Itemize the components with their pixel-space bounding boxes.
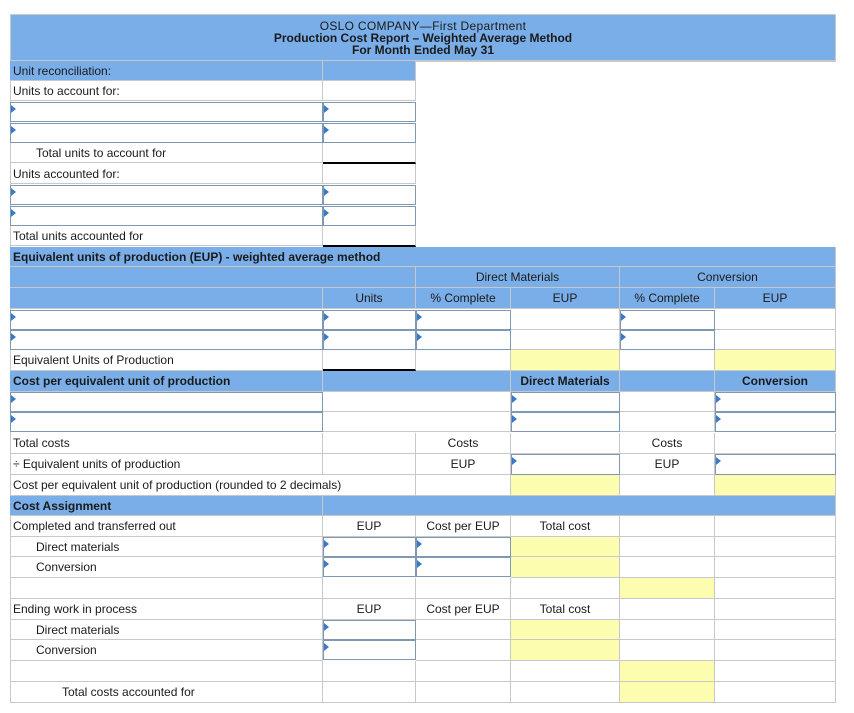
conv-costs-label: Costs [620, 433, 715, 454]
ct-dm-cost-per-eup-input[interactable] [416, 537, 511, 557]
units-accounted-label-input-2[interactable] [10, 206, 323, 226]
cost-per-eup-dm-col-header: Direct Materials [511, 371, 620, 392]
ct-conversion-label: Conversion [10, 557, 323, 578]
blank-cell [10, 661, 323, 682]
eup-row2-conv-pct-input[interactable] [620, 330, 715, 350]
blank-cell [620, 392, 715, 412]
eup-row1-dm-eup [511, 309, 620, 330]
blank-cell [715, 537, 836, 557]
blank-cell [416, 578, 511, 599]
units-to-account-value-input-2[interactable] [323, 123, 416, 143]
conv-pct-complete-col-header: % Complete [620, 288, 715, 309]
unit-reconciliation-header: Unit reconciliation: [10, 61, 323, 81]
dm-divide-eup-input[interactable] [511, 454, 620, 475]
conv-total-costs [715, 433, 836, 454]
ct-direct-materials-label: Direct materials [10, 537, 323, 557]
blank-cell [715, 516, 836, 537]
cost-row1-conv-input[interactable] [715, 392, 836, 412]
dm-pct-complete-col-header: % Complete [416, 288, 511, 309]
blank-cell [323, 392, 511, 412]
blank-cell [620, 557, 715, 578]
report-title-company: OSLO COMPANY—First Department [319, 18, 527, 33]
header-fill [323, 61, 416, 81]
eup-row1-label-input[interactable] [10, 310, 323, 330]
units-accounted-value-input-1[interactable] [323, 185, 416, 205]
blank-cell [620, 599, 715, 620]
blank-cell [715, 557, 836, 578]
eup-row1-dm-pct-input[interactable] [416, 310, 511, 330]
blank-cell [715, 640, 836, 661]
dm-eup-label: EUP [416, 454, 511, 475]
ewip-conversion-label: Conversion [10, 640, 323, 661]
conv-divide-eup-input[interactable] [715, 454, 836, 475]
direct-materials-group-header: Direct Materials [416, 267, 620, 288]
cost-per-eup-header: Cost per equivalent unit of production [10, 371, 323, 392]
ct-dm-eup-input[interactable] [323, 537, 416, 557]
units-accounted-label-input-1[interactable] [10, 185, 323, 205]
dm-costs-label: Costs [416, 433, 511, 454]
blank-cell [323, 412, 511, 432]
completed-transferred-label: Completed and transferred out [10, 516, 323, 537]
total-units-to-account-value[interactable] [323, 143, 416, 164]
ewip-dm-eup-input[interactable] [323, 620, 416, 640]
blank-cell [10, 578, 323, 599]
eup-row2-units-input[interactable] [323, 330, 416, 350]
cost-row2-label-input[interactable] [10, 412, 323, 432]
total-units-to-account-label: Total units to account for [10, 143, 323, 163]
blank-cell [620, 537, 715, 557]
blank-cell [323, 81, 416, 101]
blank-cell [715, 578, 836, 599]
header-fill [10, 288, 323, 309]
cost-assignment-header: Cost Assignment [10, 496, 323, 516]
cost-row1-dm-input[interactable] [511, 392, 620, 412]
cost-per-eup-rounded-label: Cost per equivalent unit of production (rounded to 2 decimals) [10, 475, 416, 496]
total-units-accounted-value[interactable] [323, 226, 416, 247]
eup-total-dm [511, 350, 620, 371]
ewip-total-cost-col-label: Total cost [511, 599, 620, 620]
header-fill [323, 371, 511, 392]
blank-cell [620, 475, 715, 496]
eup-total-conv [715, 350, 836, 371]
eup-row1-conv-pct-input[interactable] [620, 310, 715, 330]
blank-cell [620, 350, 715, 371]
ct-cost-per-eup-col-label: Cost per EUP [416, 516, 511, 537]
ewip-dm-total-cost [511, 620, 620, 640]
blank-cell [323, 578, 416, 599]
ewip-direct-materials-label: Direct materials [10, 620, 323, 640]
units-to-account-label-input-2[interactable] [10, 123, 323, 143]
blank-cell [620, 516, 715, 537]
ct-conv-total-cost [511, 557, 620, 578]
cost-row1-label-input[interactable] [10, 392, 323, 412]
blank-cell [620, 412, 715, 432]
units-to-account-for-label: Units to account for: [10, 81, 323, 101]
report-title-method: Production Cost Report – Weighted Average Method [273, 30, 573, 45]
ct-conv-cost-per-eup-input[interactable] [416, 557, 511, 577]
blank-cell [620, 640, 715, 661]
units-to-account-label-input-1[interactable] [10, 102, 323, 122]
blank-cell [715, 599, 836, 620]
total-costs-label: Total costs [10, 433, 323, 454]
report-title-period: For Month Ended May 31 [351, 42, 494, 57]
conv-cost-per-eup-result [715, 475, 836, 496]
units-accounted-for-label: Units accounted for: [10, 164, 323, 184]
dm-total-costs [511, 433, 620, 454]
cost-per-eup-conv-col-header: Conversion [715, 371, 836, 392]
eup-row2-dm-eup [511, 330, 620, 350]
units-accounted-value-input-2[interactable] [323, 206, 416, 226]
eup-total-units [323, 350, 416, 371]
ewip-eup-col-label: EUP [323, 599, 416, 620]
blank-cell [715, 620, 836, 640]
blank-cell [323, 682, 416, 703]
eup-row1-units-input[interactable] [323, 310, 416, 330]
blank-cell [416, 682, 511, 703]
blank-cell [323, 454, 416, 475]
ct-total-cost [620, 578, 715, 599]
ewip-conv-total-cost [511, 640, 620, 661]
blank-cell [323, 433, 416, 454]
header-fill [10, 267, 416, 288]
ct-eup-col-label: EUP [323, 516, 416, 537]
ewip-total-cost [620, 661, 715, 682]
ending-wip-label: Ending work in process [10, 599, 323, 620]
blank-cell [715, 661, 836, 682]
blank-cell [511, 661, 620, 682]
report-title [10, 14, 836, 61]
blank-cell [620, 620, 715, 640]
units-to-account-value-input-1[interactable] [323, 102, 416, 122]
ct-dm-total-cost [511, 537, 620, 557]
eup-row2-dm-pct-input[interactable] [416, 330, 511, 350]
total-costs-accounted-value [620, 682, 715, 703]
blank-cell [416, 661, 511, 682]
dm-eup-col-header: EUP [511, 288, 620, 309]
conv-eup-col-header: EUP [715, 288, 836, 309]
eup-row2-label-input[interactable] [10, 330, 323, 350]
cost-row2-conv-input[interactable] [715, 412, 836, 432]
ct-conv-eup-input[interactable] [323, 557, 416, 577]
blank-cell [511, 578, 620, 599]
eup-row2-conv-eup [715, 330, 836, 350]
blank-cell [416, 350, 511, 371]
ewip-conv-eup-input[interactable] [323, 640, 416, 660]
total-units-accounted-label: Total units accounted for [10, 226, 323, 246]
total-costs-accounted-label: Total costs accounted for [10, 682, 323, 703]
ewip-dm-cost-per-eup [416, 620, 511, 640]
header-fill [620, 371, 715, 392]
eup-section-header: Equivalent units of production (EUP) - weighted average method [10, 247, 836, 267]
ct-total-cost-col-label: Total cost [511, 516, 620, 537]
ewip-conv-cost-per-eup [416, 640, 511, 661]
eup-row1-conv-eup [715, 309, 836, 330]
blank-cell [323, 164, 416, 184]
conversion-group-header: Conversion [620, 267, 836, 288]
blank-cell [511, 682, 620, 703]
divide-eup-label: ÷ Equivalent units of production [10, 454, 323, 475]
units-col-header: Units [323, 288, 416, 309]
blank-cell [323, 661, 416, 682]
blank-cell [715, 682, 836, 703]
dm-cost-per-eup-result [511, 475, 620, 496]
conv-eup-label: EUP [620, 454, 715, 475]
ewip-cost-per-eup-col-label: Cost per EUP [416, 599, 511, 620]
header-fill [323, 496, 836, 516]
cost-row2-dm-input[interactable] [511, 412, 620, 432]
blank-cell [416, 475, 511, 496]
eup-total-label: Equivalent Units of Production [10, 350, 323, 371]
